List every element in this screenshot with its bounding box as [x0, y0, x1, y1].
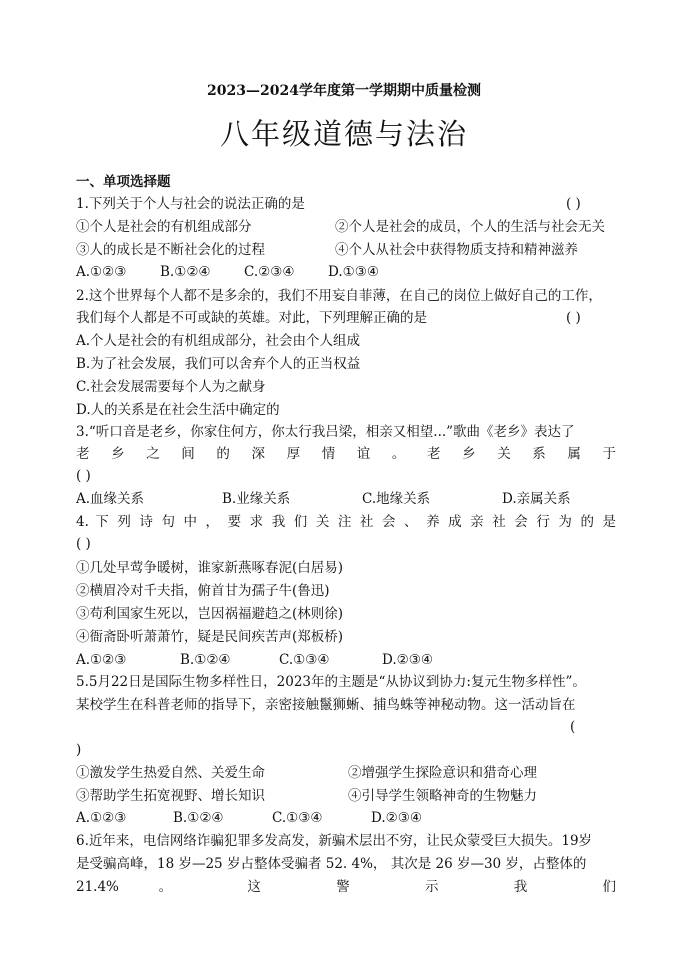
q5-statement-2: ②增强学生探险意识和猎奇心理 — [348, 765, 537, 781]
q5-paren-close: ) — [76, 742, 82, 758]
q2-option-b: B.为了社会发展，我们可以舍弃个人的正当权益 — [76, 356, 361, 372]
q4-option-a: A.①②③ — [76, 652, 127, 668]
q5-option-d: D.②③④ — [371, 810, 422, 826]
q2-stem-text: 我们每个人都是不可或缺的英雄。对此，下列理解正确的是 — [76, 310, 427, 326]
q1-statement-2: ②个人是社会的成员，个人的生活与社会无关 — [335, 219, 605, 235]
q1-statement-4: ④个人从社会中获得物质支持和精神滋养 — [335, 242, 578, 258]
q5-statement-1: ①激发学生热爱自然、关爱生命 — [76, 765, 265, 781]
q1-option-d: D.①③④ — [328, 264, 379, 280]
q4-option-b: B.①②④ — [180, 652, 231, 668]
q4-option-c: C.①③④ — [279, 652, 330, 668]
question-2-stem-1: 2.这个世界每个人都不是多余的，我们不用妄自菲薄，在自己的岗位上做好自己的工作， — [76, 288, 602, 304]
q4-statement-1: ①几处早莺争暖树，谁家新燕啄春泥(白居易) — [76, 560, 344, 576]
q4-answer-paren: ( ) — [76, 536, 91, 552]
question-2-stem-2 — [76, 308, 616, 328]
q4-statement-2: ②横眉冷对千夫指，俯首甘为孺子牛(鲁迅) — [76, 583, 330, 599]
section-heading: 一、单项选择题 — [76, 174, 171, 190]
q1-statement-3: ③人的成长是不断社会化的过程 — [76, 242, 265, 258]
exam-subtitle: 2023—2024学年度第一学期期中质量检测 — [207, 83, 481, 99]
q3-option-d: D.亲属关系 — [502, 491, 571, 507]
q5-option-a: A.①②③ — [76, 810, 127, 826]
q2-option-c: C.社会发展需要每个人为之献身 — [76, 379, 266, 395]
q4-statement-4: ④衙斋卧听萧萧竹，疑是民间疾苦声(郑板桥) — [76, 629, 344, 645]
q3-answer-paren: ( ) — [76, 468, 91, 484]
question-1-statements-a — [76, 217, 616, 237]
q2-option-a: A.个人是社会的有机组成部分，社会由个人组成 — [76, 333, 361, 349]
q1-stem-text: 1.下列关于个人与社会的说法正确的是 — [76, 196, 305, 212]
question-1-stem — [76, 194, 616, 214]
q5-option-c: C.①③④ — [272, 810, 323, 826]
question-5-statements-a — [76, 763, 616, 783]
q1-statement-1: ①个人是社会的有机组成部分 — [76, 219, 252, 235]
q4-option-d: D.②③④ — [382, 652, 433, 668]
q4-statement-3: ③苟利国家生死以，岂因祸福避趋之(林则徐) — [76, 606, 344, 622]
question-4-stem-1: 4. 下 列 诗 句 中 ， 要 求 我 们 关 注 社 会 、 养 成 亲 社 会 行 为 的 是 — [76, 514, 616, 530]
q1-option-a: A.①②③ — [76, 264, 127, 280]
q5-statement-4: ④引导学生领略神奇的生物魅力 — [348, 788, 537, 804]
question-6-stem-2: 是受骗高峰，18 岁—25 岁占整体受骗者 52. 4%， 其次是 26 岁—30 岁，占整体的 — [76, 856, 587, 872]
q3-option-c: C.地缘关系 — [362, 491, 431, 507]
question-1-statements-b — [76, 240, 616, 260]
question-6-stem-3: 21.4% 。 这 警 示 我 们 — [76, 879, 616, 895]
q2-option-d: D.人的关系是在社会生活中确定的 — [76, 402, 280, 418]
question-6-stem-1: 6.近年来，电信网络诈骗犯罪多发高发，新骗术层出不穷，让民众蒙受巨大损失。19岁 — [76, 833, 593, 849]
question-5-statements-b — [76, 786, 616, 806]
q3-option-b: B.业缘关系 — [222, 491, 291, 507]
exam-title: 八年级道德与法治 — [219, 117, 468, 151]
q1-option-b: B.①②④ — [160, 264, 211, 280]
question-3-stem-2: 老 乡 之 间 的 深 厚 情 谊 。 老 乡 关 系 属 于 — [76, 446, 616, 462]
q5-statement-3: ③帮助学生拓宽视野、增长知识 — [76, 788, 265, 804]
question-5-stem-2: 某校学生在科普老师的指导下，亲密接触鬣狮蜥、捕鸟蛛等神秘动物。这一活动旨在 — [76, 697, 576, 713]
q1-option-c: C.②③④ — [244, 264, 295, 280]
q2-answer-paren: ( ) — [566, 310, 581, 326]
q1-answer-paren: ( ) — [566, 196, 581, 212]
question-5-stem-1: 5.5月22日是国际生物多样性日，2023年的主题是“从协议到协力:复元生物多样性”。 — [76, 674, 586, 690]
q3-option-a: A.血缘关系 — [76, 491, 145, 507]
q5-option-b: B.①②④ — [173, 810, 224, 826]
question-3-stem-1: 3.“听口音是老乡，你家住何方，你太行我吕梁，相亲又相望...”歌曲《老乡》表达了 — [76, 424, 575, 440]
q5-paren-open: ( — [570, 719, 576, 735]
